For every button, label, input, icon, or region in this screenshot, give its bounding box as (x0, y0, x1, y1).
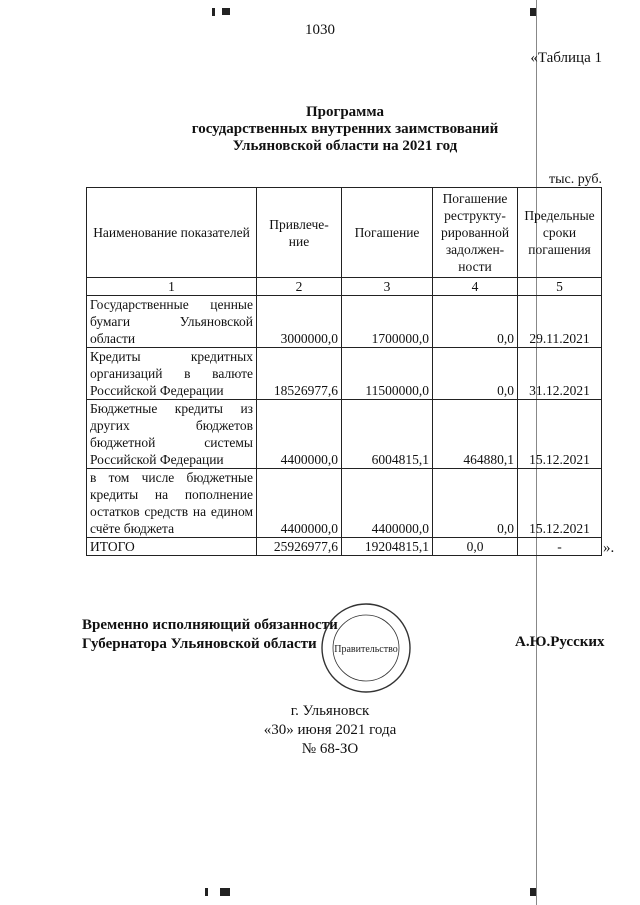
row-borrowing: 4400000,0 (257, 400, 342, 469)
signer-title (82, 616, 338, 654)
row-deadline: 31.12.2021 (518, 348, 602, 400)
table-label: «Таблица 1 (530, 50, 602, 66)
row-restructured: 0,0 (433, 296, 518, 348)
table-header-row (87, 188, 602, 278)
scan-speck (530, 888, 536, 896)
index-cell: 2 (257, 278, 342, 296)
table-index-row (87, 278, 602, 296)
document-title (0, 104, 640, 155)
row-borrowing: 18526977,6 (257, 348, 342, 400)
signer-line: Временно исполняющий обязанности (82, 617, 338, 633)
scan-speck (530, 8, 536, 16)
units-label: тыс. руб. (549, 172, 602, 187)
row-repayment: 1700000,0 (342, 296, 433, 348)
row-deadline: 15.12.2021 (518, 469, 602, 538)
row-borrowing: 4400000,0 (257, 469, 342, 538)
table-row (87, 400, 602, 469)
header-cell: Погашение (342, 188, 433, 278)
total-borrowing: 25926977,6 (257, 538, 342, 556)
total-restructured: 0,0 (433, 538, 518, 556)
index-cell: 5 (518, 278, 602, 296)
title-line: Программа (306, 104, 384, 120)
signer-name: А.Ю.Русских (515, 634, 605, 650)
row-repayment: 6004815,1 (342, 400, 433, 469)
closing-quote: ». (603, 540, 615, 556)
scan-speck (205, 888, 208, 896)
scan-speck (220, 888, 230, 896)
row-name: Государственные ценные бумаги Ульяновской области (87, 296, 257, 348)
signer-line: Губернатора Ульяновской области (82, 636, 317, 652)
signing-date: «30» июня 2021 года (263, 722, 397, 738)
total-label: ИТОГО (87, 538, 257, 556)
row-name: Бюджетные кредиты из других бюджетов бюджетной системы Российской Федерации (87, 400, 257, 469)
table-total-row (87, 538, 602, 556)
borrowing-table (86, 187, 602, 556)
row-restructured: 0,0 (433, 469, 518, 538)
row-restructured: 464880,1 (433, 400, 518, 469)
header-cell: Наименование показателей (87, 188, 257, 278)
index-cell: 3 (342, 278, 433, 296)
row-deadline: 15.12.2021 (518, 400, 602, 469)
total-repayment: 19204815,1 (342, 538, 433, 556)
row-repayment: 4400000,0 (342, 469, 433, 538)
header-cell: Погашение реструкту-рированной задолжен-ности (433, 188, 518, 278)
table-row (87, 296, 602, 348)
table-row (87, 348, 602, 400)
index-cell: 4 (433, 278, 518, 296)
row-name: в том числе бюджетные кредиты на пополнение остатков средств на едином счёте бюджета (87, 469, 257, 538)
row-borrowing: 3000000,0 (257, 296, 342, 348)
row-name: Кредиты кредитных организаций в валюте Российской Федерации (87, 348, 257, 400)
header-cell: Предельные сроки погашения (518, 188, 602, 278)
law-number: № 68-ЗО (301, 741, 359, 757)
header-cell: Привлече-ние (257, 188, 342, 278)
row-repayment: 11500000,0 (342, 348, 433, 400)
scan-speck (222, 8, 230, 15)
signing-details (0, 702, 640, 759)
page-number: 1030 (305, 22, 335, 38)
title-line: Ульяновской области на 2021 год (232, 138, 458, 154)
table-row (87, 469, 602, 538)
title-line: государственных внутренних заимствований (191, 121, 499, 137)
total-deadline: - (518, 538, 602, 556)
official-stamp (318, 600, 414, 696)
row-deadline: 29.11.2021 (518, 296, 602, 348)
stamp-text: Правительство (334, 644, 398, 655)
scan-speck (212, 8, 215, 16)
index-cell: 1 (87, 278, 257, 296)
signing-city: г. Ульяновск (290, 703, 370, 719)
row-restructured: 0,0 (433, 348, 518, 400)
